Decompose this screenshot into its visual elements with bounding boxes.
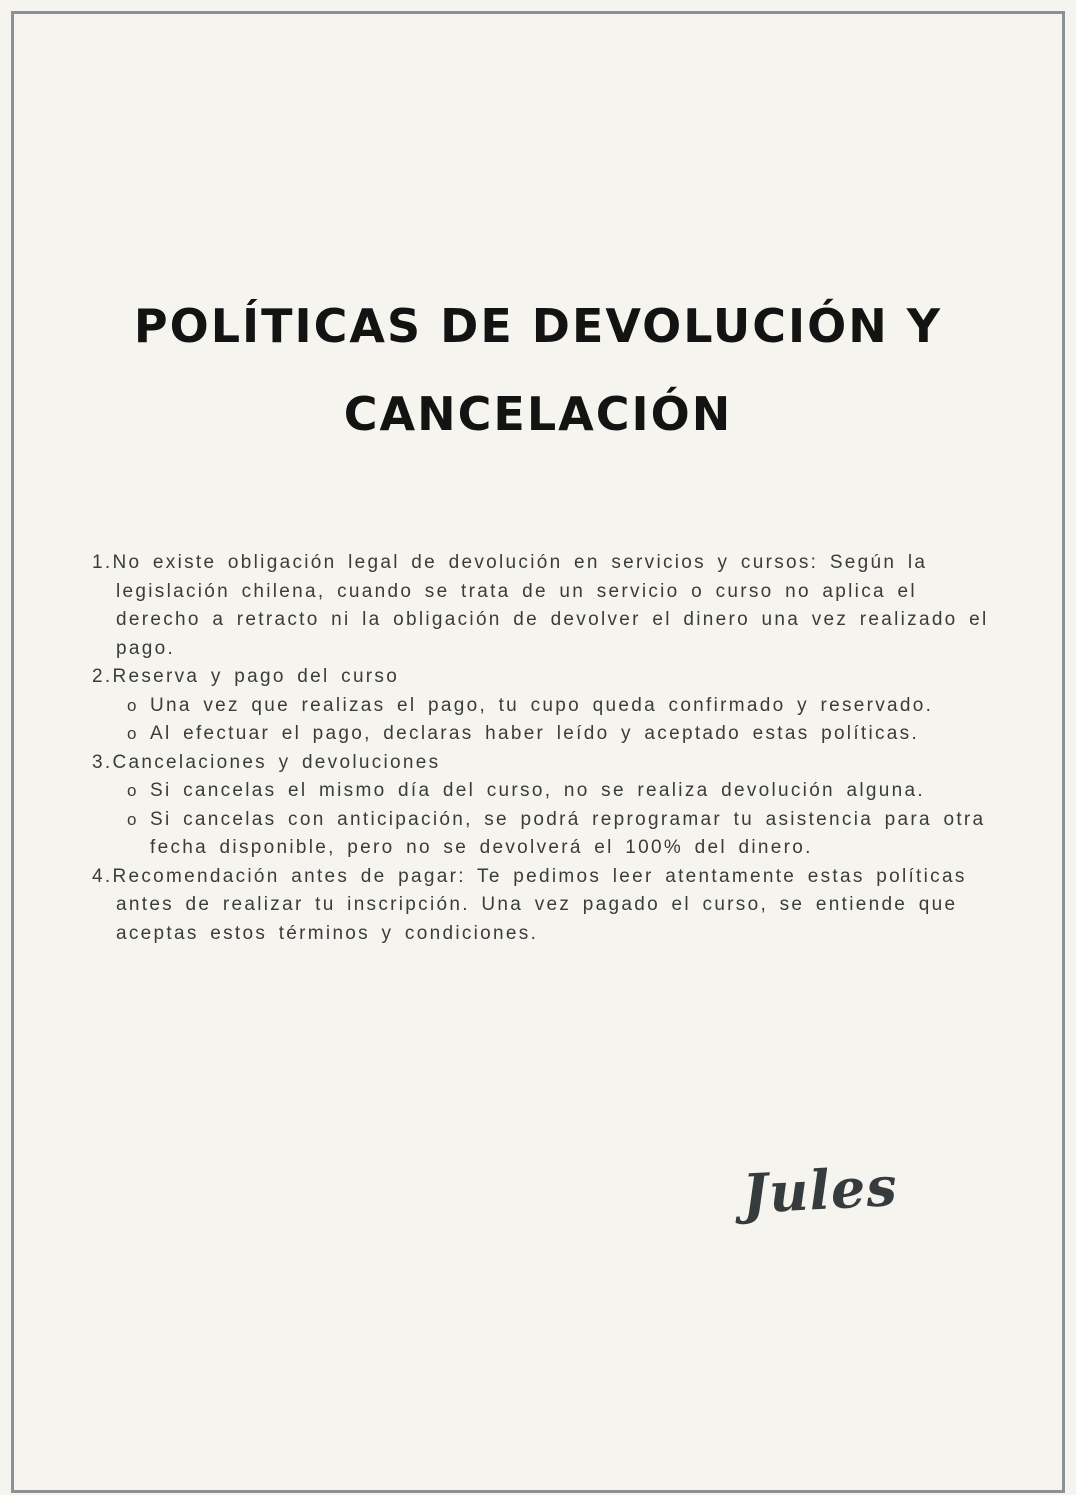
bullet-circle-icon: o (127, 695, 139, 715)
policy-list (92, 549, 998, 948)
bullet-circle-icon: o (127, 724, 139, 743)
page-title-line-1: POLÍTICAS DE DEVOLUCIÓN Y (133, 299, 943, 353)
policy-item-2-number: 2. (92, 666, 113, 687)
policy-item-2-sublist (127, 692, 998, 749)
policy-item-3-sub-2-text: Si cancelas con anticipación, se podrá reprogramar tu asistencia para otra fecha disponible, pero no se devolverá el 100% del dinero. (150, 808, 986, 858)
policy-item-2-text: Reserva y pago del curso (112, 666, 400, 687)
page-title-line-2: CANCELACIÓN (343, 387, 733, 441)
policy-item-1-text: No existe obligación legal de devolución en servicios y cursos: Según la legislación chilena, cuando se trata de un servicio o curso no aplica el derecho a retracto ni la obligación de devolver el dinero una vez realizado el pago. (112, 552, 989, 659)
policy-item-3-number: 3. (92, 751, 113, 773)
policy-item-2-sub-1 (127, 692, 998, 721)
policy-item-2 (92, 663, 998, 692)
policy-item-4-number: 4. (92, 865, 113, 887)
policy-item-2-sub-2 (127, 720, 998, 749)
bullet-circle-icon: o (127, 809, 139, 829)
policy-item-3-sub-2 (127, 806, 998, 863)
policy-item-2-sub-2-text: Al efectuar el pago, declaras haber leído y aceptado estas políticas. (150, 723, 920, 744)
policy-item-4 (92, 863, 998, 949)
policy-item-1 (92, 549, 998, 663)
policy-item-4-text: Recomendación antes de pagar: Te pedimos leer atentamente estas políticas antes de realizar tu inscripción. Una vez pagado el curso, se entiende que aceptas estos términos y condiciones. (112, 865, 967, 944)
policy-item-3-sub-1-text: Si cancelas el mismo día del curso, no se realiza devolución alguna. (150, 780, 925, 801)
policy-item-3-sub-1 (127, 777, 998, 806)
policy-item-3-text: Cancelaciones y devoluciones (112, 751, 441, 773)
policy-item-3-sublist (127, 777, 998, 863)
policy-item-2-sub-1-text: Una vez que realizas el pago, tu cupo queda confirmado y reservado. (150, 694, 934, 716)
policy-item-1-number: 1. (92, 552, 113, 573)
signature-jules: Jules (740, 1153, 900, 1227)
bullet-circle-icon: o (127, 781, 139, 800)
policy-item-3 (92, 749, 998, 778)
page-title (40, 282, 1036, 458)
